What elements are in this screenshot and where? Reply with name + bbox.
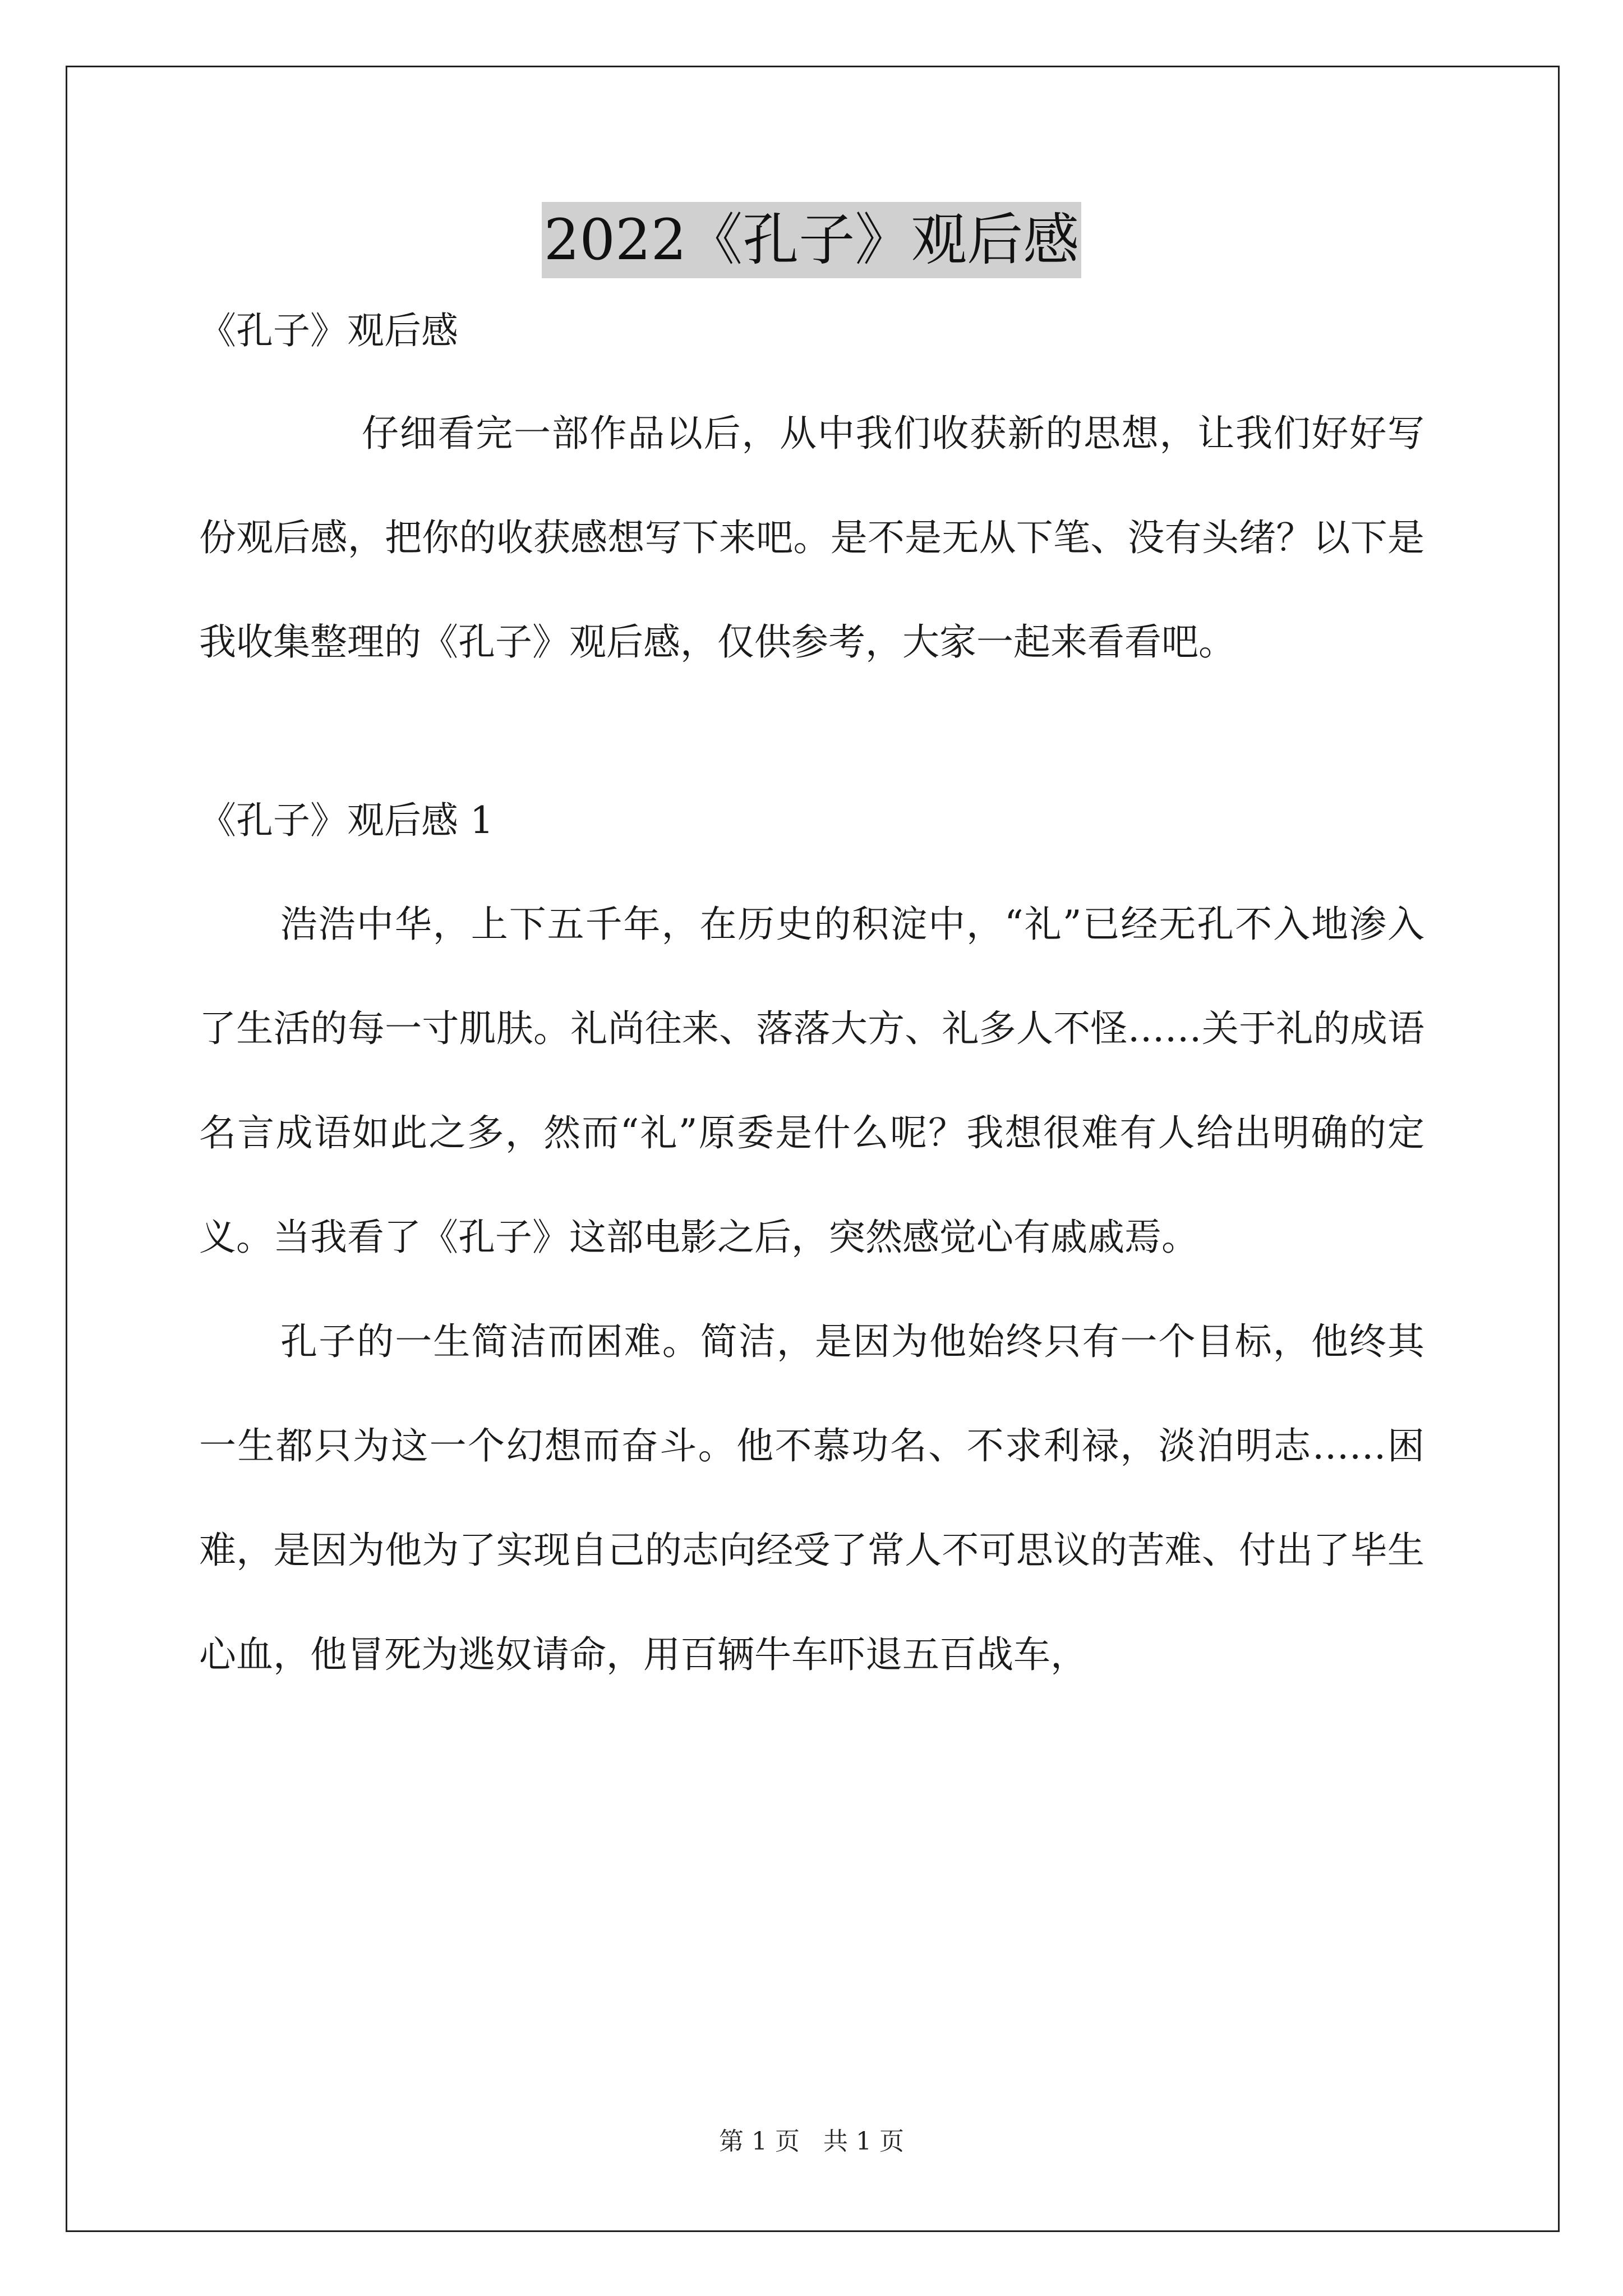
section-1-heading: 《孔子》观后感 1 — [199, 799, 494, 842]
page-footer — [0, 2125, 1623, 2159]
title-container — [0, 202, 1623, 278]
document-title: 2022《孔子》观后感 — [542, 202, 1082, 278]
intro-paragraph: 仔细看完一部作品以后，从中我们收获新的思想，让我们好好写份观后感，把你的收获感想写下来吧。是不是无从下笔、没有头绪？以下是我收集整理的《孔子》观后感，仅供参考，大家一起来看看吧。 — [199, 412, 1424, 664]
document-body — [199, 303, 1424, 1707]
page-total: 共 1 页 — [823, 2127, 904, 2156]
page-number: 第 1 页 — [719, 2127, 800, 2156]
intro-heading: 《孔子》观后感 — [199, 309, 458, 352]
section-1-paragraph: 浩浩中华，上下五千年，在历史的积淀中，“礼”已经无孔不入地渗入了生活的每一寸肌肤。礼尚往来、落落大方、礼多人不怪……关于礼的成语名言成语如此之多，然而“礼”原委是什么呢？我想很难有人给出明确的定义。当我看了《孔子》这部电影之后，突然感觉心有戚戚焉。 — [199, 903, 1424, 1259]
section-1-paragraph: 孔子的一生简洁而困难。简洁，是因为他始终只有一个目标，他终其一生都只为这一个幻想而奋斗。他不慕功名、不求利禄，淡泊明志……困难，是因为他为了实现自己的志向经受了常人不可思议的苦难、付出了毕生心血，他冒死为逃奴请命，用百辆牛车吓退五百战车， — [199, 1320, 1424, 1676]
